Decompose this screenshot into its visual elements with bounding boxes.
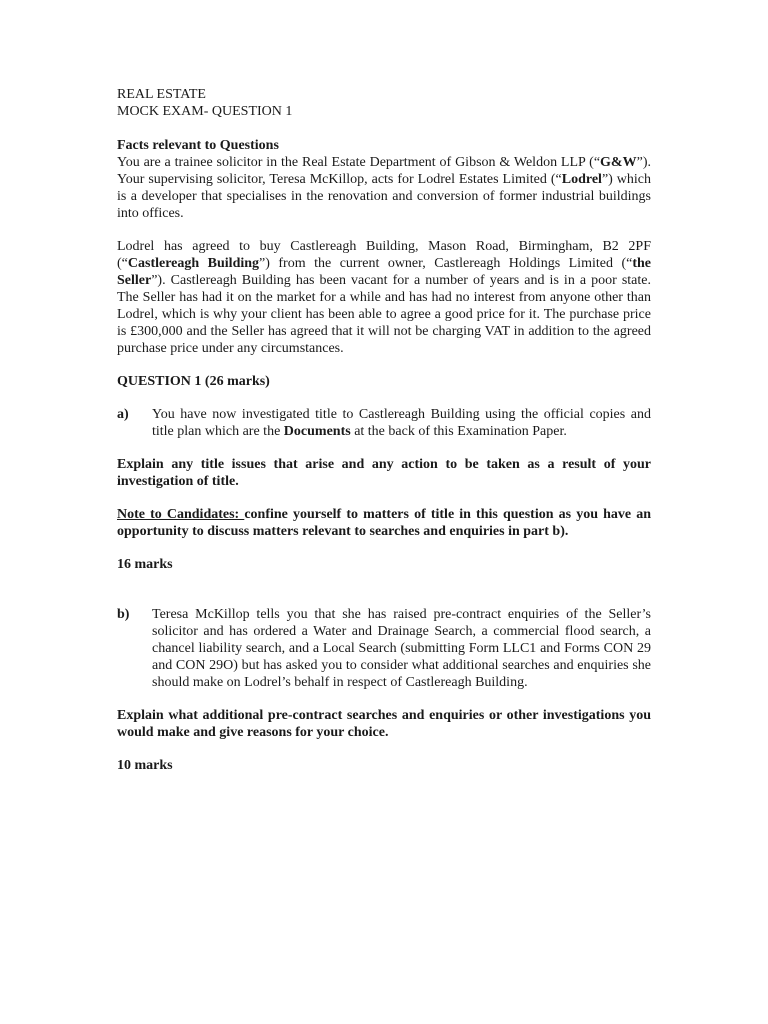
- part-b-instruction: Explain what additional pre-contract searches and enquiries or other investigations you would make and give reasons for your choice.: [117, 708, 651, 740]
- facts-paragraph-1: You are a trainee solicitor in the Real Estate Department of Gibson & Weldon LLP (“G&W”). Your supervising solicitor, Teresa McKillop, acts for Lodrel Estates Limited (“Lodrel”) which is a developer that specialises in the renovation and conversion of former industrial buildings into offices.: [117, 155, 651, 221]
- part-a-label: a): [117, 407, 129, 422]
- question-heading: QUESTION 1 (26 marks): [117, 374, 270, 389]
- part-b-label: b): [117, 607, 130, 622]
- part-a-text: You have now investigated title to Castlereagh Building using the official copies and title plan which are the Documents at the back of this Examination Paper.: [152, 407, 651, 439]
- part-b: [117, 606, 651, 691]
- note-to-candidates: Note to Candidates: confine yourself to matters of title in this question as you have an opportunity to discuss matters relevant to searches and enquiries in part b).: [117, 507, 651, 539]
- part-a-instruction: Explain any title issues that arise and any action to be taken as a result of your investigation of title.: [117, 457, 651, 489]
- part-a-marks: 16 marks: [117, 557, 173, 572]
- part-b-text: Teresa McKillop tells you that she has raised pre-contract enquiries of the Seller’s solicitor and has ordered a Water and Drainage Search, a commercial flood search, a chancel liability search, and a Local Search (submitting Form LLC1 and Forms CON 29 and CON 29O) but has asked you to consider what additional searches and enquiries she should make on Lodrel’s behalf in respect of Castlereagh Building.: [152, 607, 651, 690]
- facts-heading: Facts relevant to Questions: [117, 138, 279, 153]
- title-mock-exam: MOCK EXAM- QUESTION 1: [117, 104, 293, 119]
- exam-page: [117, 86, 651, 774]
- title-real-estate: REAL ESTATE: [117, 87, 206, 102]
- facts-paragraph-2: Lodrel has agreed to buy Castlereagh Building, Mason Road, Birmingham, B2 2PF (“Castlereagh Building”) from the current owner, Castlereagh Holdings Limited (“the Seller”). Castlereagh Building has been vacant for a number of years and is in a poor state. The Seller has had it on the market for a while and has had no interest from anyone other than Lodrel, which is why your client has been able to agree a good price for it. The purchase price is £300,000 and the Seller has agreed that it will not be charging VAT in addition to the agreed purchase price under any circumstances.: [117, 239, 651, 356]
- part-b-marks: 10 marks: [117, 758, 173, 773]
- part-a: [117, 406, 651, 440]
